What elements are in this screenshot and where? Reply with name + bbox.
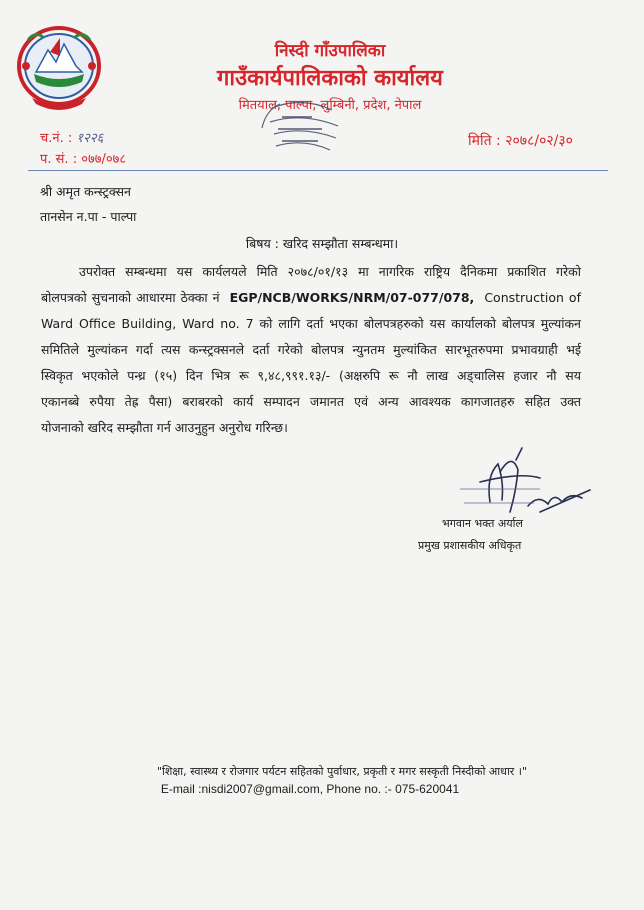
recipient-address: तानसेन न.पा - पाल्पा: [40, 209, 137, 224]
patra-sankhya: [40, 149, 126, 167]
chalani-number: [40, 128, 103, 146]
body-text: Construction of: [484, 290, 581, 305]
header-divider: [28, 170, 608, 171]
chalani-number-label: च.नं. :: [40, 131, 73, 146]
body-line: स्विकृत भएकोले पन्ध्र (१५) दिन भित्र रू ९,४८,९९१.१३/- (अक्षरुपि रू नौ लाख अड्चालिस हजार नौ सय: [41, 368, 581, 383]
nepal-emblem-icon: [14, 22, 104, 110]
footer-contact: E-mail :nisdi2007@gmail.com, Phone no. :- 075-620041: [160, 782, 460, 796]
office-seal-stamp-icon: [252, 98, 350, 160]
office-title: गाउँकार्यपालिकाको कार्यालय: [217, 66, 443, 91]
municipality-name: निस्दी गाँउपालिका: [274, 41, 386, 61]
body-line: उपरोक्त सम्बन्धमा यस कार्यलयले मिति २०७८/०१/१३ मा नागरिक राष्ट्रिय दैनिकमा प्रकाशित गरेको: [79, 264, 581, 279]
footer-slogan: "शिक्षा, स्वास्थ्य र रोजगार पर्यटन सहितको पुर्वाधार, प्रकृती र मगर सस्कृती निस्दीको आधार ।": [156, 765, 528, 778]
signatory-title: प्रमुख प्रशासकीय अधिकृत: [418, 539, 522, 552]
patra-sankhya-value: ०७७/०७८: [81, 152, 127, 167]
tender-number: EGP/NCB/WORKS/NRM/07-077/078,: [229, 290, 475, 305]
letter-date: [468, 131, 573, 150]
body-line: [41, 289, 581, 306]
recipient-name: श्री अमृत कन्स्ट्रक्सन: [40, 184, 131, 199]
body-line: समितिले मुल्यांकन गर्दा त्यस कन्स्ट्रक्सनले दर्ता गरेको बोलपत्र न्युनतम मुल्यांकित सारभूतरुपमा प्रभावग्राही भई: [41, 342, 581, 357]
body-line: एकानब्बे रुपैया तेह्र पैसा) बराबरको कार्य सम्पादन जमानत एवं अन्य आवश्यक कागजातहरु सहित उक्त: [41, 394, 581, 409]
body-text: बोलपत्रको सुचनाको आधारमा ठेक्का नं: [41, 290, 220, 305]
body-line: योजनाको खरिद सम्झौता गर्न आउनुहुन अनुरोध गरिन्छ।: [41, 420, 288, 435]
office-address: मितयाल, पाल्पा, लुम्बिनी, प्रदेश, नेपाल: [238, 98, 422, 113]
chalani-number-value: १२२६: [76, 131, 104, 146]
patra-sankhya-label: प. सं. :: [40, 152, 78, 167]
letter-subject: बिषय : खरिद सम्झौता सम्बन्धमा।: [245, 236, 399, 251]
letter-date-label: मिति :: [468, 133, 501, 149]
body-line: Ward Office Building, Ward no. 7 को लागि दर्ता भएका बोलपत्रहरुको यस कार्यालको बोलपत्र मुल्यांकन: [41, 316, 581, 331]
signatory-name: भगवान भक्त अर्याल: [442, 517, 523, 530]
letter-date-value: २०७८/०२/३०: [505, 133, 573, 149]
